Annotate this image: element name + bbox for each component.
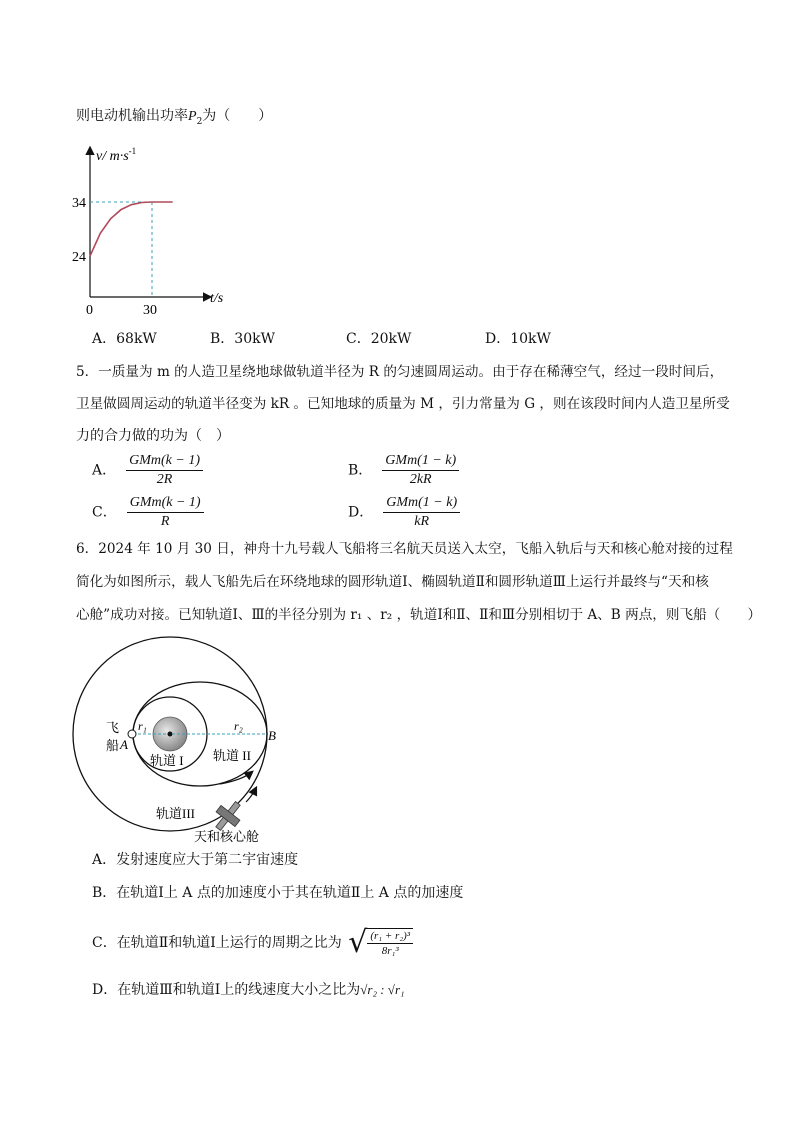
- q4-option-d-text: 10kW: [510, 331, 551, 347]
- q5-option-a-fraction: [126, 452, 203, 489]
- q5-option-d-denominator: kR: [414, 514, 430, 529]
- q6-option-c-sqrt: [348, 925, 413, 960]
- q4-y-axis-label: v/ $m\cdot s^{-1}$: [96, 146, 137, 164]
- q6-option-d-formula: √r₂ : √r₁: [360, 982, 405, 997]
- q4-option-c[interactable]: [346, 329, 411, 349]
- q4-stem-suffix: 为（ ）: [202, 108, 273, 124]
- q5-option-b[interactable]: [348, 452, 459, 489]
- q4-x-axis-label: t/s: [210, 291, 224, 306]
- point-b-label: B: [268, 728, 276, 743]
- q4-stem: [76, 106, 272, 132]
- q5-option-d-letter: D．: [348, 504, 374, 521]
- q4-velocity-curve: [90, 202, 173, 256]
- q5-option-d[interactable]: [348, 494, 460, 531]
- q4-y-tick-34: 34: [72, 196, 86, 211]
- q5-option-b-numerator: GMm(1 − k): [382, 452, 459, 471]
- q5-option-c-fraction: [127, 494, 204, 531]
- q4-option-c-letter: C．: [346, 331, 371, 347]
- q4-origin-label: 0: [86, 303, 93, 318]
- orbit-3-direction-arrow: [246, 788, 256, 802]
- q6-option-c-fraction: [367, 928, 413, 958]
- q4-option-b[interactable]: [210, 329, 275, 349]
- q5-option-c[interactable]: [92, 494, 204, 531]
- q5-option-c-letter: C．: [92, 504, 117, 521]
- q6-stem-line-1: 6．2024 年 10 月 30 日，神舟十九号载人飞船将三名航天员送入太空，飞船入轨后与天和核心舱对接的过程: [76, 541, 733, 557]
- q5-option-b-letter: B．: [348, 462, 373, 479]
- q6-option-c-denominator: 8r₁³: [381, 945, 399, 957]
- q6-option-c-letter: C．: [92, 935, 117, 951]
- q4-stem-var: P: [188, 109, 197, 124]
- q5-option-d-numerator: GMm(1 − k): [383, 494, 460, 513]
- q6-option-a-letter: A．: [92, 852, 117, 868]
- q6-option-b-letter: B．: [92, 885, 117, 901]
- q5-option-c-denominator: R: [160, 514, 170, 529]
- q6-option-c-text: 在轨道Ⅱ和轨道Ⅰ上运行的周期之比为: [116, 935, 342, 951]
- q6-option-c-numerator: (r₁ + r₂)³: [367, 929, 413, 944]
- q4-option-a-text: 68kW: [116, 331, 157, 347]
- q5-stem-line-2: 卫星做圆周运动的轨道半径变为 kR 。已知地球的质量为 M ，引力常量为 G ，则在该段时间内人造卫星所受: [76, 396, 730, 412]
- station-label: 天和核心舱: [194, 829, 260, 844]
- q4-stem-sub: 2: [196, 116, 203, 127]
- q4-option-a-letter: A．: [92, 331, 117, 347]
- q6-option-d-letter: D．: [92, 982, 118, 998]
- q5-option-a-letter: A．: [92, 462, 117, 479]
- q6-option-a-text: 发射速度应大于第二宇宙速度: [116, 852, 299, 868]
- q4-option-a[interactable]: [92, 329, 157, 349]
- q6-option-d-text: 在轨道Ⅲ和轨道Ⅰ上的线速度大小之比为: [117, 982, 361, 998]
- q6-option-b[interactable]: [92, 883, 463, 903]
- ship-label-2: 船: [106, 738, 120, 753]
- orbit-2-label: 轨道 II: [213, 748, 251, 763]
- ship-marker: [128, 730, 136, 738]
- q4-option-b-letter: B．: [210, 331, 235, 347]
- q4-y-tick-24: 24: [72, 250, 86, 265]
- point-a-label: A: [120, 737, 128, 752]
- q6-option-b-text: 在轨道Ⅰ上 A 点的加速度小于其在轨道Ⅱ上 A 点的加速度: [116, 885, 464, 901]
- orbit-1-label: 轨道 I: [150, 753, 184, 768]
- ship-label-1: 飞: [106, 720, 120, 735]
- q5-option-b-fraction: [382, 452, 459, 489]
- q6-option-c[interactable]: [92, 925, 413, 960]
- q6-stem-line-2: 简化为如图所示，载人飞船先后在环绕地球的圆形轨道Ⅰ、椭圆轨道Ⅱ和圆形轨道Ⅲ上运行并最终与“天和核: [76, 574, 709, 590]
- q6-stem-line-3: 心舱”成功对接。已知轨道Ⅰ、Ⅲ的半径分别为 r₁ 、r₂ ，轨道Ⅰ和Ⅱ、Ⅱ和Ⅲ分别相切于 A、B 两点，则飞船（ ）: [76, 607, 762, 623]
- q4-option-d-letter: D．: [485, 331, 511, 347]
- q5-option-a-denominator: 2R: [156, 472, 173, 487]
- q5-stem-line-3: 力的合力做的功为（ ）: [76, 428, 230, 444]
- q4-stem-prefix: 则电动机输出功率: [76, 108, 188, 124]
- q4-x-tick-30: 30: [143, 303, 157, 318]
- sqrt-sign-icon: √: [348, 925, 368, 960]
- q5-option-b-denominator: 2kR: [409, 472, 432, 487]
- q5-option-a-numerator: GMm(k − 1): [126, 452, 203, 471]
- q4-option-b-text: 30kW: [234, 331, 275, 347]
- q4-velocity-graph: [60, 140, 240, 320]
- q5-option-d-fraction: [383, 494, 460, 531]
- q4-option-c-text: 20kW: [370, 331, 412, 347]
- q6-orbit-diagram: [70, 632, 300, 847]
- q4-option-d[interactable]: [485, 329, 551, 349]
- q5-option-a[interactable]: [92, 452, 203, 489]
- q5-stem-line-1: 5．一质量为 m 的人造卫星绕地球做轨道半径为 R 的匀速圆周运动。由于存在稀薄空气，经过一段时间后，: [76, 364, 724, 380]
- orbit-3-label: 轨道III: [156, 806, 195, 821]
- r1-label: r₁: [138, 719, 147, 733]
- r2-label: r₂: [234, 719, 243, 733]
- q5-option-c-numerator: GMm(k − 1): [127, 494, 204, 513]
- q6-option-d[interactable]: [92, 980, 405, 1000]
- earth-center: [168, 732, 173, 737]
- q6-option-a[interactable]: [92, 850, 298, 870]
